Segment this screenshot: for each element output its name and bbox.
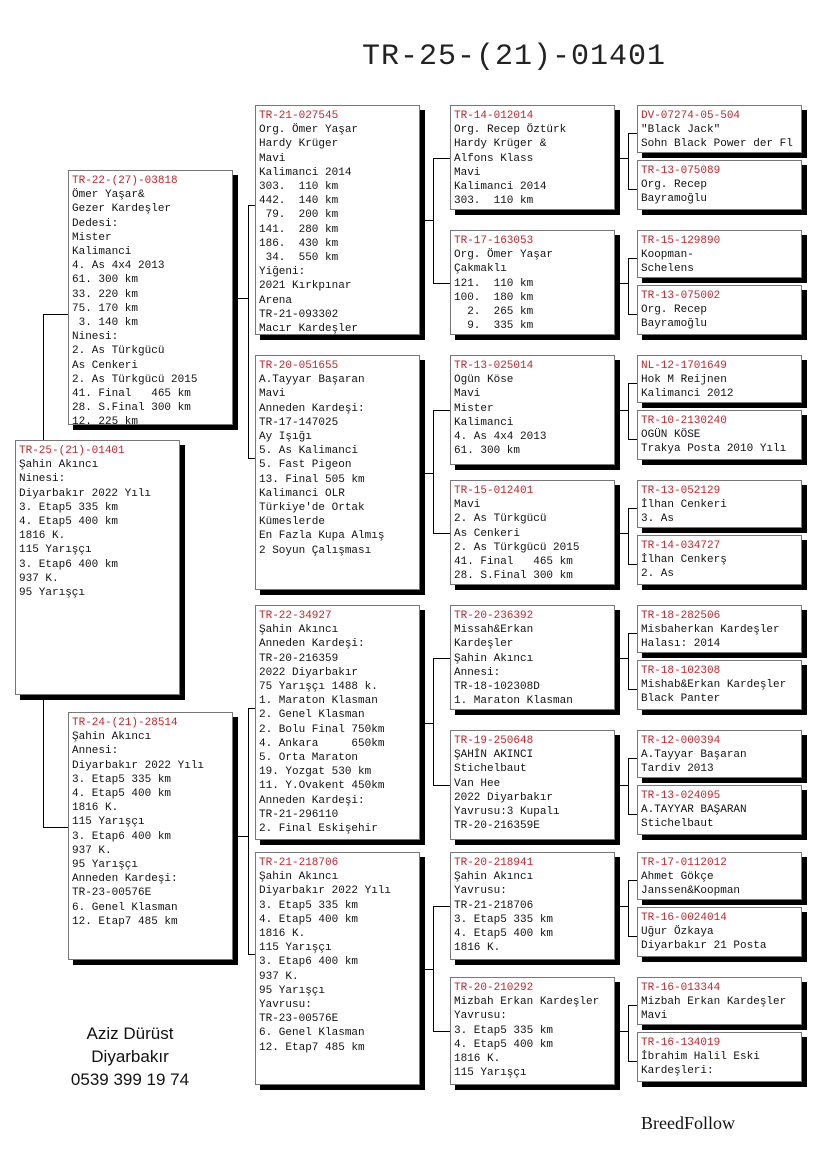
connector-line: [628, 880, 629, 937]
connector-line: [43, 314, 44, 440]
pedigree-line: OGÜN KÖSE: [641, 429, 701, 442]
pedigree-line: Dedesi:: [72, 217, 119, 230]
pedigree-line: TR-21-296110: [259, 808, 339, 821]
pedigree-line: Stichelbaut: [454, 763, 527, 776]
pedigree-line: Mavi: [454, 166, 481, 179]
pedigree-line: 4. Etap5 400 km: [454, 928, 554, 941]
ring-number: TR-15-012401: [454, 485, 534, 497]
pedigree-line: İlhan Cenkerş: [641, 554, 727, 567]
pedigree-line: Diyarbakır 2022 Yılı: [72, 759, 205, 772]
pedigree-line: 3. Etap6 400 km: [72, 830, 172, 843]
dam-card[interactable]: [68, 712, 233, 960]
connector-line: [248, 708, 255, 709]
pedigree-line: Ömer Yaşar&: [72, 189, 145, 202]
pedigree-line: Mister: [72, 231, 112, 244]
breeder-city: Diyarbakır: [91, 1047, 169, 1066]
pedigree-line: İlhan Cenkeri: [641, 499, 727, 512]
connector-line: [620, 906, 628, 907]
gen5-ancestor-card[interactable]: [637, 285, 802, 335]
pedigree-line: 2 Soyun Çalışması: [259, 544, 372, 557]
ring-number: TR-25-(21)-01401: [19, 445, 125, 457]
pedigree-line: Kalimanci 2014: [454, 181, 547, 194]
pedigree-line: Kardeşleri:: [641, 1065, 714, 1078]
pedigree-line: Kalimanci 2012: [641, 388, 734, 401]
gen5-ancestor-card[interactable]: [637, 535, 802, 585]
pedigree-line: 41. Final 465 km: [72, 388, 191, 401]
pedigree-line: 115 Yarışçı: [72, 816, 145, 829]
pedigree-line: 28. S.Final 300 km: [454, 570, 573, 583]
pedigree-line: Mavi: [259, 388, 286, 401]
ring-number: TR-12-000394: [641, 735, 721, 747]
pedigree-line: Şahin Akıncı: [259, 871, 339, 884]
ring-number: TR-14-034727: [641, 540, 721, 552]
great-grandparent-card[interactable]: [450, 230, 615, 335]
ring-number: TR-20-218941: [454, 857, 534, 869]
pedigree-line: Kardeşler: [454, 638, 514, 651]
pedigree-line: 115 Yarışçı: [19, 544, 92, 557]
pedigree-line: TR-20-216359: [259, 652, 339, 665]
ring-number: TR-22-34927: [259, 610, 332, 622]
pedigree-line: Gezer Kardeşler: [72, 203, 172, 216]
connector-line: [433, 658, 434, 786]
gen5-ancestor-card[interactable]: [637, 660, 802, 710]
pedigree-line: Kalimanci OLR: [259, 487, 345, 500]
connector-line: [433, 158, 434, 284]
connector-line: [628, 508, 629, 565]
pedigree-line: Şahin Akıncı: [19, 459, 99, 472]
connector-line: [425, 473, 433, 474]
pedigree-line: 79. 200 km: [259, 209, 339, 222]
pedigree-line: En Fazla Kupa Almış: [259, 530, 385, 543]
connector-line: [43, 695, 44, 828]
pedigree-line: Ahmet Gökçe: [641, 871, 714, 884]
pedigree-line: 3. Etap5 335 km: [19, 501, 119, 514]
pedigree-line: Ninesi:: [19, 473, 66, 486]
pedigree-line: TR-23-00576E: [72, 887, 152, 900]
connector-line: [433, 283, 450, 284]
pedigree-line: 12. 225 km: [72, 416, 139, 425]
ring-number: NL-12-1701649: [641, 360, 727, 372]
ring-number: TR-13-075089: [641, 165, 721, 177]
pedigree-line: 442. 140 km: [259, 195, 339, 208]
pedigree-line: 937 K.: [72, 844, 112, 857]
pedigree-line: Hardy Krüger &: [454, 138, 547, 151]
connector-line: [425, 220, 433, 221]
ring-number: TR-21-218706: [259, 857, 339, 869]
grandparent-card[interactable]: [255, 355, 420, 590]
pedigree-line: Org. Ömer Yaşar: [454, 249, 554, 262]
great-grandparent-card[interactable]: [450, 105, 615, 210]
pedigree-line: TR-18-102308D: [454, 681, 540, 694]
gen5-ancestor-card[interactable]: [637, 160, 802, 210]
connector-line: [433, 785, 450, 786]
pedigree-line: A.TAYYAR BAŞARAN: [641, 804, 747, 817]
ring-number: TR-20-236392: [454, 610, 534, 622]
connector-line: [620, 533, 628, 534]
pedigree-line: İbrahim Halil Eski: [641, 1051, 760, 1064]
pedigree-line: 2. As Türkgücü: [454, 513, 547, 526]
pedigree-line: Yavrusu:: [454, 885, 507, 898]
pedigree-line: 11. Y.Ovakent 450km: [259, 780, 385, 793]
pedigree-line: 3. Etap5 335 km: [72, 773, 172, 786]
connector-line: [620, 785, 628, 786]
pedigree-line: Org. Recep Öztürk: [454, 124, 567, 137]
connector-line: [628, 133, 629, 190]
connector-line: [628, 633, 629, 690]
pedigree-line: 4. Etap5 400 km: [72, 788, 172, 801]
gen5-ancestor-card[interactable]: [637, 977, 802, 1025]
pedigree-line: 2022 Diyarbakır: [259, 666, 359, 679]
connector-line: [620, 1031, 628, 1032]
pedigree-line: Şahin Akıncı: [454, 652, 534, 665]
subject-card[interactable]: [15, 440, 180, 695]
pedigree-line: 41. Final 465 km: [454, 556, 573, 569]
pedigree-line: Schelens: [641, 263, 694, 276]
pedigree-line: Mavi: [641, 1010, 668, 1023]
great-grandparent-card[interactable]: [450, 977, 615, 1085]
ring-number: TR-13-075002: [641, 290, 721, 302]
gen5-ancestor-card[interactable]: [637, 852, 802, 900]
pedigree-line: 12. Etap7 485 km: [259, 1041, 365, 1054]
pedigree-line: 2. As: [641, 568, 675, 581]
pedigree-line: Şahin Akıncı: [72, 731, 152, 744]
ring-number: DV-07274-05-504: [641, 110, 741, 122]
pedigree-line: "Black Jack": [641, 124, 721, 137]
ring-number: TR-13-052129: [641, 485, 721, 497]
pedigree-line: 4. Etap5 400 km: [259, 913, 359, 926]
pedigree-line: A.Tayyar Başaran: [641, 749, 747, 762]
ring-number: TR-24-(21)-28514: [72, 717, 178, 729]
pedigree-line: Anneden Kardeşi:: [259, 638, 365, 651]
ring-number: TR-17-0112012: [641, 857, 727, 869]
pedigree-line: Çakmaklı: [454, 263, 507, 276]
connector-line: [620, 158, 628, 159]
pedigree-line: 1. Maraton Klasman: [259, 695, 378, 708]
pedigree-line: Anneden Kardeşi:: [259, 794, 365, 807]
ring-number: TR-13-024095: [641, 790, 721, 802]
pedigree-line: As Cenkeri: [454, 527, 521, 540]
connector-line: [248, 458, 255, 459]
pedigree-line: 186. 430 km: [259, 237, 339, 250]
pedigree-line: Şahin Akıncı: [454, 871, 534, 884]
pedigree-line: 2. As Türkgücü: [72, 345, 165, 358]
pedigree-line: 937 K.: [259, 970, 299, 983]
ring-number: TR-15-129890: [641, 235, 721, 247]
ring-number: TR-20-051655: [259, 360, 339, 372]
pedigree-line: 6. Genel Klasman: [72, 901, 178, 914]
pedigree-line: Yavrusu:: [454, 1010, 507, 1023]
pedigree-line: Diyarbakır 21 Posta: [641, 940, 767, 953]
pedigree-line: 100. 180 km: [454, 291, 534, 304]
ring-number: TR-16-013344: [641, 982, 721, 994]
pedigree-line: 2. Bolu Final 750km: [259, 723, 385, 736]
pedigree-line: 1816 K.: [454, 1053, 501, 1066]
pedigree-line: Yiğeni:: [259, 266, 306, 279]
great-grandparent-card[interactable]: [450, 605, 615, 710]
pedigree-line: Uğur Özkaya: [641, 926, 714, 939]
connector-line: [620, 410, 628, 411]
pedigree-line: 2. As Türkgücü 2015: [72, 373, 198, 386]
pedigree-line: Trakya Posta 2010 Yılı: [641, 443, 787, 456]
pedigree-line: 95 Yarışçı: [19, 587, 86, 600]
pedigree-line: 1. Maraton Klasman: [454, 695, 573, 708]
pedigree-line: 2. As Türkgücü 2015: [454, 541, 580, 554]
pedigree-line: 75. 170 km: [72, 302, 139, 315]
pedigree-line: 115 Yarışçı: [454, 1067, 527, 1080]
pedigree-line: Org. Recep: [641, 304, 708, 317]
gen5-ancestor-card[interactable]: [637, 480, 802, 528]
pedigree-line: 3. Etap6 400 km: [19, 558, 119, 571]
pedigree-line: 3. Etap5 335 km: [259, 899, 359, 912]
breeder-name: Aziz Dürüst: [86, 1024, 174, 1043]
pedigree-line: 1816 K.: [19, 530, 66, 543]
grandparent-card[interactable]: [255, 105, 420, 335]
ring-number: TR-19-250648: [454, 735, 534, 747]
connector-line: [628, 383, 629, 440]
pedigree-line: Ninesi:: [72, 331, 119, 344]
brand-logo: BreedFollow: [641, 1113, 735, 1133]
pedigree-line: 6. Genel Klasman: [259, 1027, 365, 1040]
gen5-ancestor-card[interactable]: [637, 605, 802, 653]
pedigree-line: 5. Fast Pigeon: [259, 459, 352, 472]
ring-number: TR-18-102308: [641, 665, 721, 677]
connector-line: [628, 758, 629, 815]
pedigree-line: Mishab&Erkan Kardeşler: [641, 679, 787, 692]
pedigree-line: Anneden Kardeşi:: [259, 402, 365, 415]
pedigree-line: Halası: 2014: [641, 638, 721, 651]
pedigree-line: 303. 110 km: [454, 195, 534, 208]
pedigree-line: 28. S.Final 300 km: [72, 402, 191, 415]
ring-number: TR-18-282506: [641, 610, 721, 622]
pedigree-line: 2022 Diyarbakır: [454, 791, 554, 804]
pedigree-line: Kalimanci: [454, 416, 514, 429]
pedigree-line: 34. 550 km: [259, 252, 339, 265]
pedigree-line: Org. Ömer Yaşar: [259, 124, 359, 137]
pedigree-line: 1816 K.: [259, 928, 306, 941]
pedigree-line: 3. As: [641, 513, 675, 526]
connector-line: [248, 708, 249, 955]
connector-line: [620, 283, 628, 284]
pedigree-line: Macır Kardeşler: [259, 323, 359, 335]
pedigree-line: Şahin Akıncı: [259, 624, 339, 637]
pedigree-line: 95 Yarışçı: [259, 984, 326, 997]
pedigree-line: Yavrusu:: [259, 999, 312, 1012]
pedigree-line: Hardy Krüger: [259, 138, 339, 151]
pedigree-line: Mister: [454, 402, 494, 415]
connector-line: [433, 906, 434, 1032]
pedigree-line: 19. Yozgat 530 km: [259, 766, 372, 779]
pedigree-line: 5. Orta Maraton: [259, 752, 359, 765]
pedigree-line: 1816 K.: [454, 942, 501, 955]
connector-line: [248, 205, 255, 206]
pedigree-line: Alfons Klass: [454, 152, 534, 165]
pedigree-line: 141. 280 km: [259, 223, 339, 236]
pedigree-line: 5. As Kalimanci: [259, 445, 359, 458]
pedigree-line: Bayramoğlu: [641, 318, 708, 331]
gen5-ancestor-card[interactable]: [637, 230, 802, 278]
pedigree-line: Kalimanci 2014: [259, 166, 352, 179]
pedigree-line: 3. Etap5 335 km: [454, 913, 554, 926]
connector-line: [433, 158, 450, 159]
gen5-ancestor-card[interactable]: [637, 1032, 802, 1082]
pedigree-line: 121. 110 km: [454, 277, 534, 290]
pedigree-line: 4. As 4x4 2013: [72, 260, 165, 273]
sire-card[interactable]: [68, 170, 233, 425]
ring-number: TR-16-0024014: [641, 912, 727, 924]
pedigree-line: Tardiv 2013: [641, 763, 714, 776]
pedigree-line: Stichelbaut: [641, 818, 714, 831]
pedigree-line: Türkiye'de Ortak: [259, 502, 365, 515]
pedigree-line: Mavi: [454, 388, 481, 401]
pedigree-line: Missah&Erkan: [454, 624, 534, 637]
pedigree-line: Yavrusu:3 Kupalı: [454, 806, 560, 819]
connector-line: [628, 1005, 629, 1062]
grandparent-card[interactable]: [255, 605, 420, 840]
gen5-ancestor-card[interactable]: [637, 355, 802, 403]
pedigree-line: Arena: [259, 294, 293, 307]
pedigree-line: 4. Etap5 400 km: [19, 516, 119, 529]
pedigree-line: Black Panter: [641, 693, 721, 706]
connector-line: [43, 314, 68, 315]
pedigree-line: 3. Etap5 335 km: [454, 1024, 554, 1037]
pedigree-line: 3. Etap6 400 km: [259, 956, 359, 969]
connector-line: [425, 723, 433, 724]
pedigree-line: TR-23-00576E: [259, 1013, 339, 1026]
pedigree-line: Org. Recep: [641, 179, 708, 192]
gen5-ancestor-card[interactable]: [637, 785, 802, 835]
connector-line: [43, 827, 68, 828]
connector-line: [433, 533, 450, 534]
pedigree-line: A.Tayyar Başaran: [259, 374, 365, 387]
pedigree-line: 2. 265 km: [454, 306, 534, 319]
pedigree-line: TR-20-216359E: [454, 820, 540, 833]
pedigree-line: Mavi: [259, 152, 286, 165]
pedigree-line: Ay Işığı: [259, 431, 312, 444]
pedigree-line: Annesi:: [72, 745, 119, 758]
pedigree-line: 1816 K.: [72, 802, 119, 815]
pedigree-line: 75 Yarışçı 1488 k.: [259, 681, 378, 694]
pedigree-line: 4. Ankara 650km: [259, 737, 385, 750]
connector-line: [433, 410, 434, 534]
pedigree-line: Koopman-: [641, 249, 694, 262]
pedigree-line: TR-21-218706: [454, 899, 534, 912]
gen5-ancestor-card[interactable]: [637, 907, 802, 957]
pedigree-line: Mizbah Erkan Kardeşler: [641, 996, 787, 1009]
pedigree-line: Mizbah Erkan Kardeşler: [454, 996, 600, 1009]
pedigree-line: As Cenkeri: [72, 359, 139, 372]
ring-number: TR-21-027545: [259, 110, 339, 122]
pedigree-line: 2. Final Eskişehir: [259, 823, 378, 836]
connector-line: [425, 969, 433, 970]
ring-number: TR-14-012014: [454, 110, 534, 122]
ring-number: TR-16-134019: [641, 1037, 721, 1049]
breeder-phone: 0539 399 19 74: [70, 1070, 190, 1089]
pedigree-line: 33. 220 km: [72, 288, 139, 301]
great-grandparent-card[interactable]: [450, 730, 615, 840]
connector-line: [238, 836, 248, 837]
pedigree-line: 95 Yarışçı: [72, 859, 139, 872]
gen5-ancestor-card[interactable]: [637, 105, 802, 153]
gen5-ancestor-card[interactable]: [637, 730, 802, 778]
pedigree-line: 12. Etap7 485 km: [72, 915, 178, 928]
pedigree-line: Janssen&Koopman: [641, 885, 741, 898]
great-grandparent-card[interactable]: [450, 852, 615, 960]
pedigree-line: 61. 300 km: [454, 445, 521, 458]
pedigree-line: Kümeslerde: [259, 516, 326, 529]
pedigree-line: Hok M Reijnen: [641, 374, 727, 387]
connector-line: [248, 205, 249, 459]
great-grandparent-card[interactable]: [450, 480, 615, 585]
pedigree-line: 2. Genel Klasman: [259, 709, 365, 722]
breeder-contact: [55, 1022, 205, 1091]
pedigree-line: 2021 Kırkpınar: [259, 280, 352, 293]
pedigree-line: Ogün Köse: [454, 374, 514, 387]
connector-line: [433, 410, 450, 411]
pedigree-line: Kalimanci: [72, 246, 132, 259]
connector-line: [238, 298, 248, 299]
ring-number: TR-22-(27)-03818: [72, 175, 178, 187]
pedigree-line: Diyarbakır 2022 Yılı: [259, 885, 392, 898]
gen5-ancestor-card[interactable]: [637, 410, 802, 460]
pedigree-line: Diyarbakır 2022 Yılı: [19, 487, 152, 500]
pedigree-line: 3. 140 km: [72, 317, 139, 330]
pedigree-line: 115 Yarışçı: [259, 942, 332, 955]
pedigree-line: Van Hee: [454, 777, 501, 790]
ring-number: TR-13-025014: [454, 360, 534, 372]
connector-line: [620, 658, 628, 659]
connector-line: [628, 258, 629, 315]
connector-line: [433, 906, 450, 907]
pedigree-line: 13. Final 505 km: [259, 473, 365, 486]
ring-number: TR-20-210292: [454, 982, 534, 994]
pedigree-title: TR-25-(21)-01401: [362, 40, 667, 74]
pedigree-line: 303. 110 km: [259, 181, 339, 194]
pedigree-line: ŞAHİN AKINCI: [454, 749, 534, 762]
pedigree-line: Misbaherkan Kardeşler: [641, 624, 780, 637]
pedigree-line: TR-17-147025: [259, 416, 339, 429]
pedigree-line: 4. Etap5 400 km: [454, 1038, 554, 1051]
connector-line: [248, 954, 255, 955]
connector-line: [433, 658, 450, 659]
pedigree-line: Mavi: [454, 499, 481, 512]
pedigree-line: Sohn Black Power der Fl: [641, 138, 793, 151]
pedigree-line: TR-21-093302: [259, 308, 339, 321]
pedigree-line: 937 K.: [19, 572, 59, 585]
pedigree-line: Anneden Kardeşi:: [72, 873, 178, 886]
grandparent-card[interactable]: [255, 852, 420, 1085]
ring-number: TR-17-163053: [454, 235, 534, 247]
pedigree-line: 9. 335 km: [454, 320, 534, 333]
pedigree-line: 61. 300 km: [72, 274, 139, 287]
pedigree-line: Bayramoğlu: [641, 193, 708, 206]
great-grandparent-card[interactable]: [450, 355, 615, 465]
ring-number: TR-10-2130240: [641, 415, 727, 427]
pedigree-line: 4. As 4x4 2013: [454, 431, 547, 444]
pedigree-line: Annesi:: [454, 666, 501, 679]
connector-line: [433, 1031, 450, 1032]
